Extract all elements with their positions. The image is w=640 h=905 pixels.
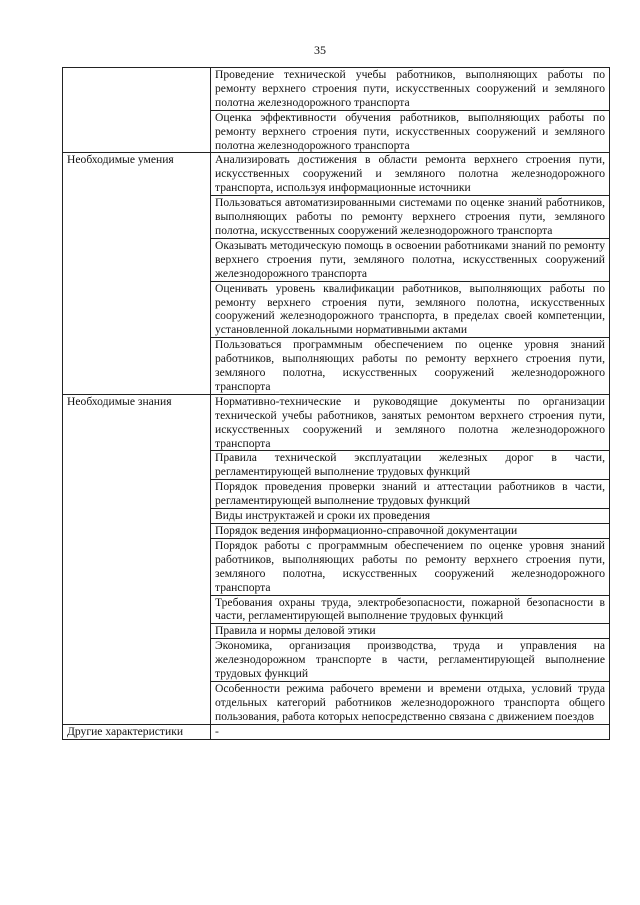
table-cell: Особенности режима рабочего времени и времени отдыха, условий труда отдельных категорий работников железнодорожного транспорта общего пользования, работа которых непосредственно связана с движением поездов [211,681,610,724]
table-row [63,68,610,111]
row-label-other: Другие характеристики [63,724,211,739]
table-cell: Нормативно-технические и руководящие документы по организации технической учебы работников, занятых ремонтом верхнего строения пути, искусственных сооружений и земляного полотна железнодорожного транспорта [211,394,610,451]
table-cell: Виды инструктажей и сроки их проведения [211,509,610,524]
table-cell: Проведение технической учебы работников, выполняющих работы по ремонту верхнего строения пути, искусственных сооружений и земляного полотна железнодорожного транспорта [211,68,610,111]
table-cell: Требования охраны труда, электробезопасности, пожарной безопасности в части, регламентирующей выполнение трудовых функций [211,595,610,624]
page-number: 35 [314,43,326,57]
table-cell: Анализировать достижения в области ремонта верхнего строения пути, искусственных сооружений и земляного полотна железнодорожного транспорта, используя информационные источники [211,153,610,196]
table-cell: Правила технической эксплуатации железных дорог в части, регламентирующей выполнение трудовых функций [211,451,610,480]
table-cell: Порядок проведения проверки знаний и аттестации работников в части, регламентирующей выполнение трудовых функций [211,480,610,509]
table-cell: Пользоваться автоматизированными системами по оценке знаний работников, выполняющих работы по ремонту верхнего строения пути, земляного полотна, искусственных сооружений железнодорожного транспорта [211,196,610,239]
table-cell: Оказывать методическую помощь в освоении работниками знаний по ремонту верхнего строения пути, земляного полотна, искусственных сооружений железнодорожного транспорта [211,238,610,281]
table-row [63,153,610,196]
row-label-knowledge: Необходимые знания [63,394,211,724]
table-cell: Оценивать уровень квалификации работников, выполняющих работы по ремонту верхнего строения пути, земляного полотна, искусственных сооружений железнодорожного транспорта, в пределах своей компетенции, установленной локальными нормативными актами [211,281,610,338]
table-cell: - [211,724,610,739]
table-cell: Порядок ведения информационно-справочной документации [211,524,610,539]
table-cell: Пользоваться программным обеспечением по оценке уровня знаний работников, выполняющих работы по ремонту верхнего строения пути, земляного полотна, искусственных сооружений железнодорожного транспорта [211,338,610,395]
table-cell: Правила и нормы деловой этики [211,624,610,639]
table-cell: Оценка эффективности обучения работников, выполняющих работы по ремонту верхнего строения пути, искусственных сооружений и земляного полотна железнодорожного транспорта [211,110,610,153]
table-row [63,394,610,451]
table-cell: Порядок работы с программным обеспечением по оценке уровня знаний работников, выполняющих работы по ремонту верхнего строения пути, земляного полотна, искусственных сооружений железнодорожного транспорта [211,538,610,595]
table-row [63,724,610,739]
row-label [63,68,211,153]
row-label-skills: Необходимые умения [63,153,211,394]
table-cell: Экономика, организация производства, труда и управления на железнодорожном транспорте в части, регламентирующей выполнение трудовых функций [211,639,610,682]
requirements-table [62,67,610,740]
